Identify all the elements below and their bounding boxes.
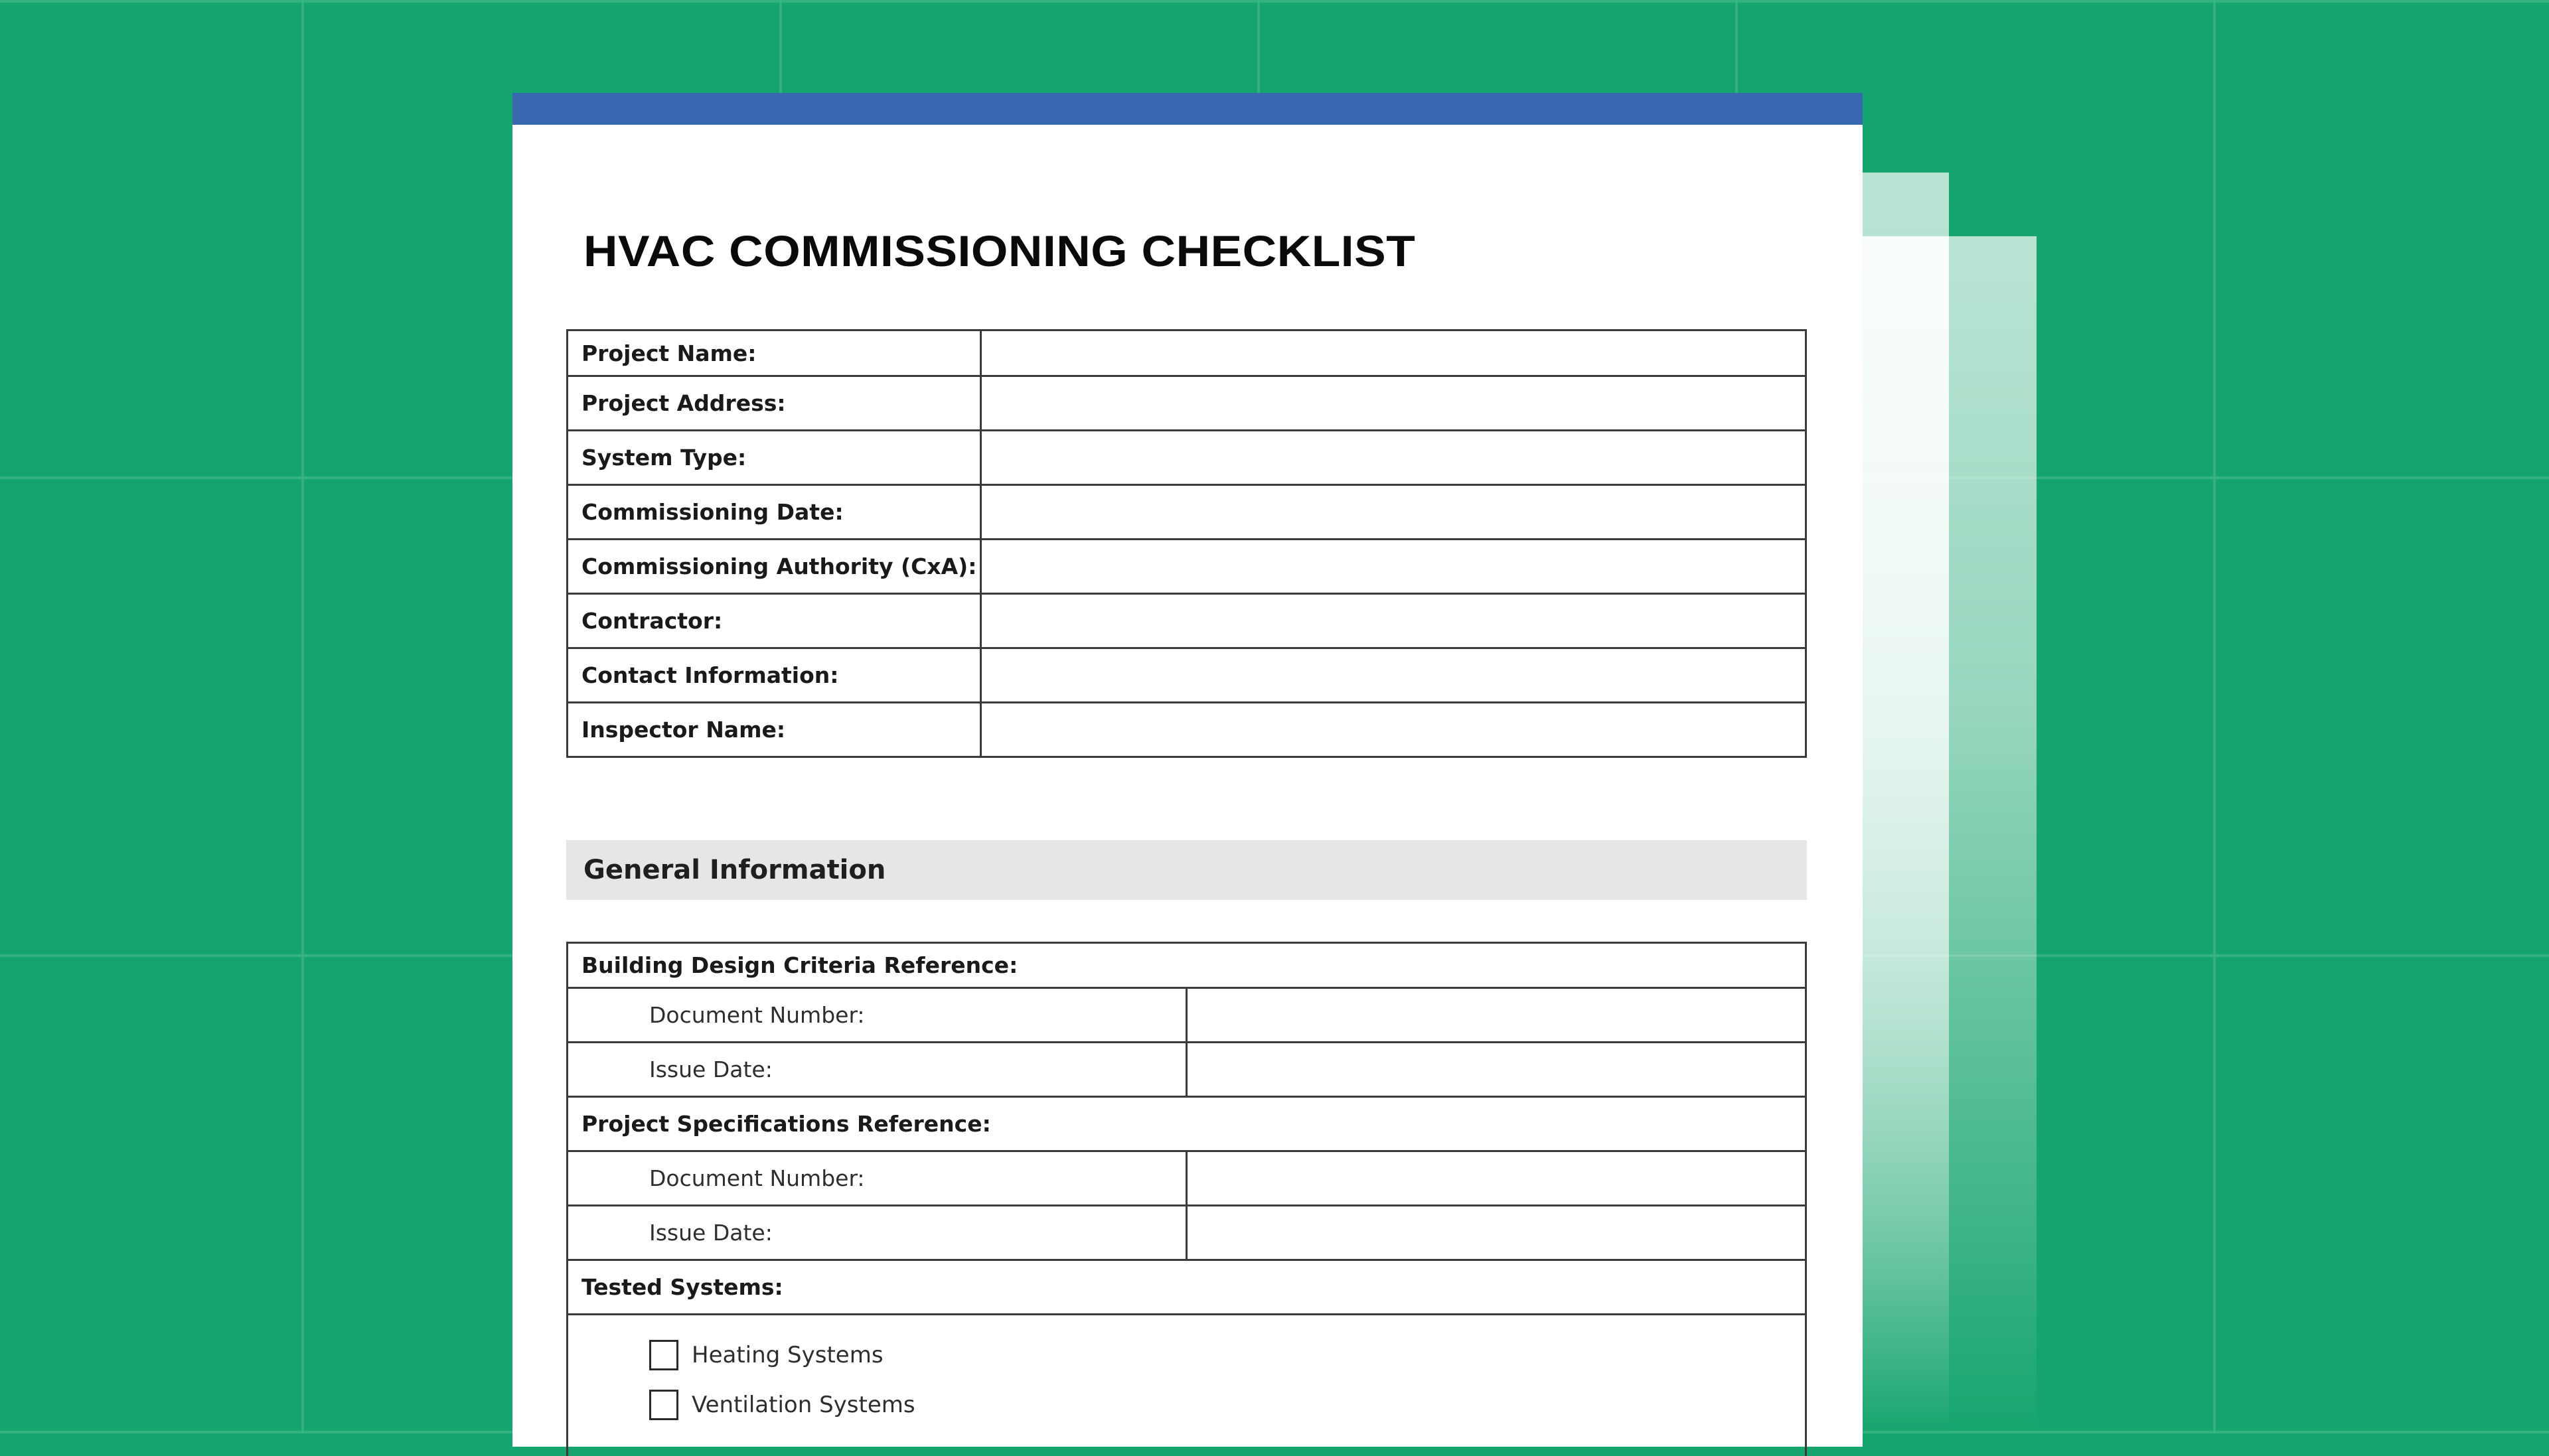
table-row: [568, 431, 1806, 485]
section-title: General Information: [583, 840, 886, 900]
document-title: HVAC COMMISSIONING CHECKLIST: [583, 226, 1415, 276]
section-header: [566, 840, 1807, 900]
building-design-heading: Building Design Criteria Reference:: [568, 943, 1806, 988]
general-info-table: [566, 942, 1807, 1456]
field-label: Project Address:: [568, 376, 981, 431]
table-row: [568, 330, 1806, 376]
project-specs-heading: Project Specifications Reference:: [568, 1097, 1806, 1151]
field-input[interactable]: [981, 376, 1806, 431]
table-row: [568, 703, 1806, 757]
table-row: [568, 485, 1806, 540]
grid-line: [0, 0, 2549, 3]
field-input[interactable]: [981, 594, 1806, 648]
grid-line: [2213, 0, 2216, 1433]
checkbox-icon[interactable]: [649, 1340, 678, 1370]
field-label: Contact Information:: [568, 648, 981, 703]
checkbox-item-heating[interactable]: [649, 1330, 1805, 1380]
field-label: Document Number:: [568, 1151, 1187, 1206]
building-design-document-number-input[interactable]: [1187, 988, 1806, 1043]
field-input[interactable]: [981, 485, 1806, 540]
field-label: Issue Date:: [568, 1043, 1187, 1097]
table-row: [568, 1151, 1806, 1206]
field-label: Commissioning Authority (CxA):: [568, 540, 981, 594]
project-info-table: [566, 329, 1807, 758]
tested-systems-options: [568, 1315, 1806, 1456]
table-row: [568, 594, 1806, 648]
table-row: [568, 648, 1806, 703]
field-label: Issue Date:: [568, 1206, 1187, 1260]
table-row: [568, 988, 1806, 1043]
field-label: Project Name:: [568, 330, 981, 376]
checklist-document: [512, 93, 1863, 1447]
tested-systems-heading: Tested Systems:: [568, 1260, 1806, 1315]
checkbox-label: Ventilation Systems: [692, 1392, 915, 1418]
checkbox-item-ventilation[interactable]: [649, 1380, 1805, 1429]
table-row: [568, 376, 1806, 431]
table-row: [568, 1097, 1806, 1151]
field-input[interactable]: [981, 431, 1806, 485]
document-header-bar: [512, 93, 1863, 125]
table-row: [568, 540, 1806, 594]
field-label: Inspector Name:: [568, 703, 981, 757]
grid-line: [301, 0, 304, 1433]
table-row: [568, 943, 1806, 988]
field-input[interactable]: [981, 330, 1806, 376]
table-row: [568, 1043, 1806, 1097]
project-specs-document-number-input[interactable]: [1187, 1151, 1806, 1206]
field-input[interactable]: [981, 540, 1806, 594]
field-input[interactable]: [981, 648, 1806, 703]
table-row: [568, 1260, 1806, 1315]
checkbox-label: Heating Systems: [692, 1342, 884, 1368]
field-label: Contractor:: [568, 594, 981, 648]
field-label: Commissioning Date:: [568, 485, 981, 540]
field-label: System Type:: [568, 431, 981, 485]
project-specs-issue-date-input[interactable]: [1187, 1206, 1806, 1260]
field-input[interactable]: [981, 703, 1806, 757]
table-row: [568, 1315, 1806, 1456]
table-row: [568, 1206, 1806, 1260]
stacked-page-shadow: [1863, 236, 1949, 1433]
field-label: Document Number:: [568, 988, 1187, 1043]
building-design-issue-date-input[interactable]: [1187, 1043, 1806, 1097]
checkbox-icon[interactable]: [649, 1390, 678, 1420]
